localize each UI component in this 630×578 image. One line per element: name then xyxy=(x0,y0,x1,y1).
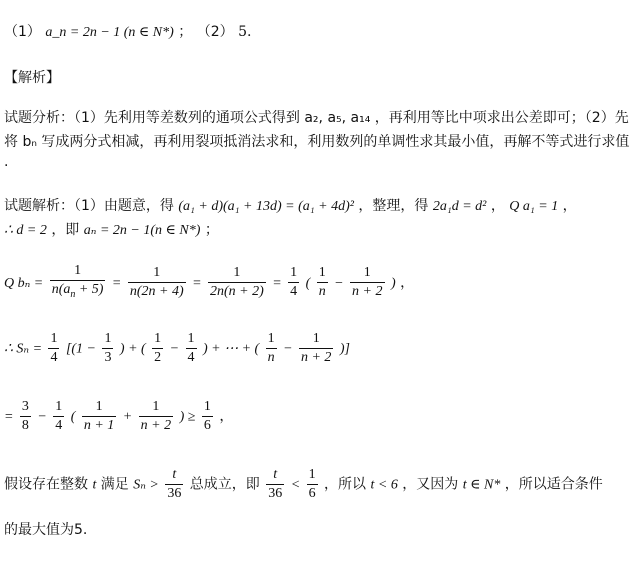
solution-prefix: 试题解析：（1）由题意，得 xyxy=(4,198,174,214)
answer-part1-formula: a_n = 2n − 1 (n ∈ N*) xyxy=(45,25,174,40)
result-frac-14: $\frac{1}{4}$ xyxy=(55,399,63,433)
sn-frac-1n: $\frac{1}{n}$ xyxy=(267,331,275,365)
answer-separator: ； xyxy=(178,24,193,40)
solution-d-eq: ∴ d = 2 xyxy=(4,223,47,238)
result-frac-n1: $\frac{1}{n + 1}$ xyxy=(83,399,115,433)
analysis-header: 【解析】 xyxy=(4,70,60,86)
conclusion-t: t xyxy=(92,477,97,493)
solution-end-1: ， xyxy=(562,198,577,214)
conclusion-d: ，所以 xyxy=(324,476,367,493)
bn-frac-4: $\frac{1}{4}$ xyxy=(290,265,298,300)
sn-frac-quarter: $\frac{1}{4}$ xyxy=(50,331,58,365)
solution-end-2: ； xyxy=(204,222,219,238)
result-frac-n2: $\frac{1}{n + 2}$ xyxy=(140,399,172,433)
solution-mid-2: ，即 xyxy=(51,222,80,238)
sn-expression: ∴ Sₙ = $\frac{1}{4}$ [(1 − $\frac{1}{3}$ ) + ( $\frac{1}{2}$ − $\frac{1}{4}$ ) + ⋯ + ( $\frac{1}{n}$ − $\frac{1}{n + 2}$ )] xyxy=(4,331,351,365)
bn-frac-2: $\frac{1}{n(2n + 4)}$ xyxy=(129,265,184,300)
sn-frac-1n2: $\frac{1}{n + 2}$ xyxy=(300,331,332,365)
conclusion-a: 假设存在整数 xyxy=(4,476,88,493)
conclusion-b: 满足 xyxy=(100,476,129,493)
method-line-1: 试题分析：（1）先利用等差数列的通项公式得到 a₂, a₅, a₁₄ ，再利用等比中项求出公差即可；（2）先 xyxy=(4,110,629,126)
answer-part2-label: （2） xyxy=(196,24,234,40)
result-frac-16: $\frac{1}{6}$ xyxy=(203,399,211,433)
sn-frac-third: $\frac{1}{3}$ xyxy=(104,331,112,365)
solution-eq-1: (a₁ + d)(a₁ + 13d) = (a₁ + 4d)² xyxy=(178,199,354,214)
result-frac-38: $\frac{3}{8}$ xyxy=(21,399,29,433)
answer-part1-label: （1） xyxy=(4,24,41,40)
bn-frac-3: $\frac{1}{2n(n + 2)}$ xyxy=(209,265,264,300)
sn-frac-half: $\frac{1}{2}$ xyxy=(154,331,162,365)
bn-expression: Q bₙ = $\frac{1}{n(a_n + 5)}$ = $\frac{1}{n(2n + 4)}$ = $\frac{1}{2n(n + 2)}$ = $\frac{1}{4}$ ( $\frac{1}{n}$ − $\frac{1}{n + 2}$ ) ， xyxy=(4,262,414,304)
conclusion-frac-t36-b: $\frac{t}{36}$ xyxy=(268,467,283,501)
bn-frac-6: $\frac{1}{n + 2}$ xyxy=(352,265,383,300)
conclusion-line-2: 的最大值为5. xyxy=(4,522,88,538)
solution-eq-3: Q a₁ = 1 xyxy=(509,199,559,214)
conclusion-f: ，又因为 xyxy=(402,476,459,493)
solution-mid-1: ，整理，得 xyxy=(358,198,429,214)
solution-sep-1: ， xyxy=(490,198,505,214)
bn-lhs: Q bₙ = xyxy=(4,275,44,291)
conclusion-frac-16: $\frac{1}{6}$ xyxy=(308,467,316,501)
method-line-2: 将 bₙ 写成两分式相减，再利用裂项抵消法求和，利用数列的单调性求其最小值，再解不等式进行求值 xyxy=(4,134,630,150)
solution-line-2 xyxy=(4,220,219,241)
conclusion-c: 总成立，即 xyxy=(189,476,260,493)
answer-line xyxy=(4,22,251,43)
sn-lhs: ∴ Sₙ = xyxy=(4,341,43,357)
conclusion-ineq: Sₙ > xyxy=(133,477,159,493)
bn-frac-5: $\frac{1}{n}$ xyxy=(318,265,326,300)
result-lhs: = xyxy=(4,409,14,425)
answer-part2-value: 5. xyxy=(238,24,252,40)
conclusion-h: ，所以适合条件 xyxy=(504,476,603,493)
sn-frac-fourth: $\frac{1}{4}$ xyxy=(187,331,195,365)
method-line-3: . xyxy=(4,154,9,170)
conclusion-e: t < 6 xyxy=(370,477,398,493)
conclusion-g: t ∈ N* xyxy=(462,477,501,493)
bn-frac-1: $\frac{1}{n(a_n + 5)}$ xyxy=(51,263,104,300)
conclusion-line-1: 假设存在整数 t 满足 Sₙ > $\frac{t}{36}$ 总成立，即 $\frac{t}{36}$ < $\frac{1}{6}$ ，所以 t < 6 ，又因为 t ∈ N* ，所以适合条件 xyxy=(4,467,603,501)
conclusion-frac-t36: $\frac{t}{36}$ xyxy=(167,467,182,501)
sn-result: = $\frac{3}{8}$ − $\frac{1}{4}$ ( $\frac{1}{n + 1}$ + $\frac{1}{n + 2}$ ) ≥ $\frac{1}{6}$ ， xyxy=(4,399,234,433)
solution-an-eq: aₙ = 2n − 1(n ∈ N*) xyxy=(83,223,201,238)
solution-line-1 xyxy=(4,196,577,217)
solution-eq-2: 2a₁d = d² xyxy=(432,199,487,214)
